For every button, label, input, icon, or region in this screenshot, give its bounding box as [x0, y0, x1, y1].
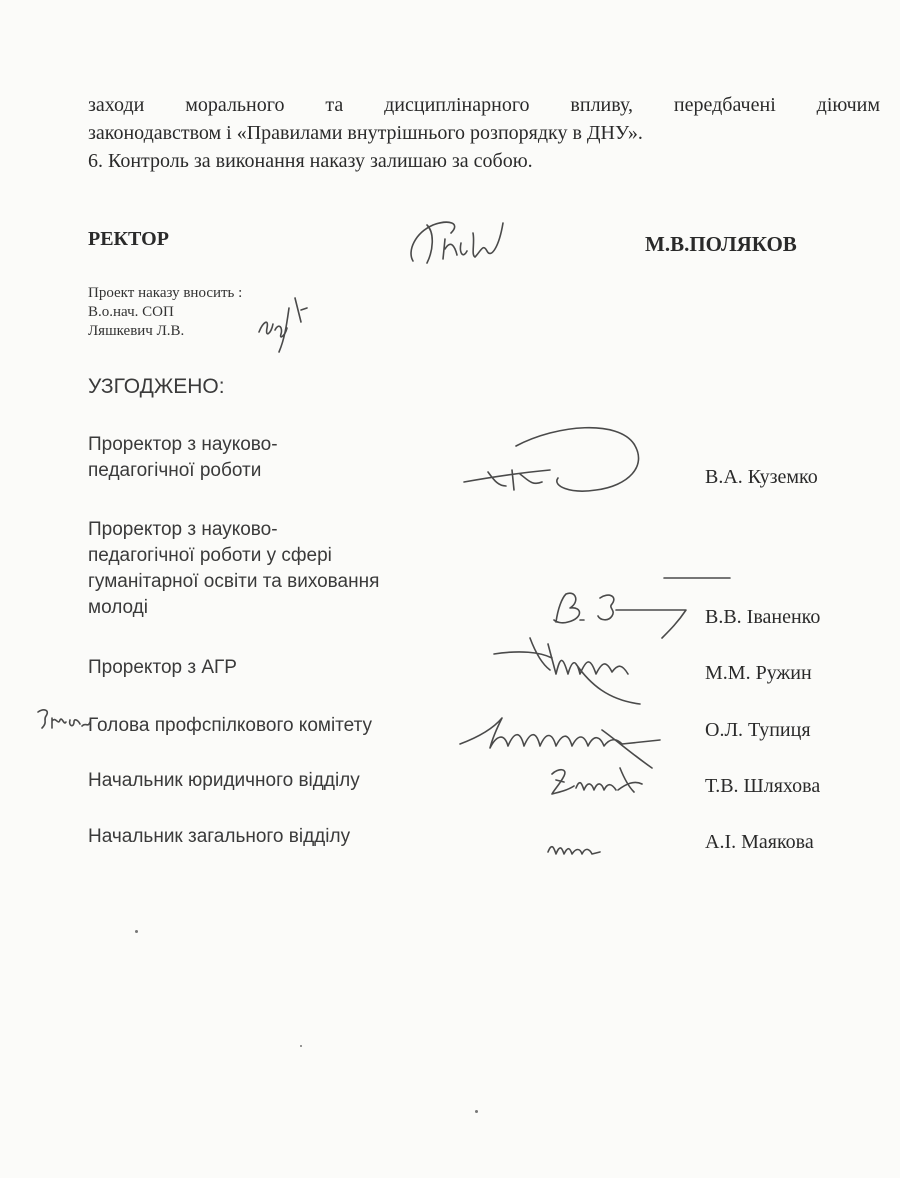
approval-5-name: Т.В. Шляхова	[705, 775, 821, 797]
approval-2-position	[88, 517, 379, 621]
approval-1-position	[88, 432, 278, 484]
body-paragraph-line-1: заходи морального та дисциплінарного впливу, передбачені діючим	[88, 94, 880, 116]
approval-4-position	[88, 715, 372, 737]
approval-2-position-line-2: педагогічної роботи у сфері	[88, 545, 332, 566]
approval-3-signature	[490, 624, 660, 704]
proposer-line-2: В.о.нач. СОП	[88, 304, 174, 320]
approval-6-signature	[544, 832, 604, 860]
rector-signature	[405, 203, 530, 271]
approval-4-position-line-1: Голова профспілкового комітету	[88, 715, 373, 736]
proposer-signature	[255, 288, 317, 358]
proposer-line-3: Ляшкевич Л.В.	[88, 323, 185, 339]
approval-4-name: О.Л. Тупиця	[705, 719, 811, 741]
approval-2-position-line-4: молоді	[88, 597, 148, 618]
proposer-line-1: Проект наказу вносить :	[88, 285, 243, 301]
item-6-text: 6. Контроль за виконання наказу залишаю за собою.	[88, 150, 533, 172]
rector-title: РЕКТОР	[88, 228, 169, 250]
approval-4-signature	[456, 700, 676, 770]
approval-6-name: А.І. Маякова	[705, 831, 814, 853]
approval-3-name: М.М. Ружин	[705, 662, 812, 684]
approval-5-position-line-1: Начальник юридичного відділу	[88, 770, 360, 791]
approval-2-name: В.В. Іваненко	[705, 606, 821, 628]
approved-heading: УЗГОДЖЕНО:	[88, 375, 225, 398]
scan-speck	[300, 1045, 302, 1047]
approval-1-name: В.А. Куземко	[705, 466, 818, 488]
approval-1-position-line-1: Проректор з науково-	[88, 434, 278, 455]
approval-2-position-line-1: Проректор з науково-	[88, 519, 278, 540]
scan-speck	[135, 930, 138, 933]
approval-6-position	[88, 826, 350, 848]
rector-name: М.В.ПОЛЯКОВ	[645, 232, 797, 256]
scan-speck	[475, 1110, 478, 1113]
approval-3-position-line-1: Проректор з АГР	[88, 657, 237, 678]
body-paragraph-line-2: законодавством і «Правилами внутрішнього розпорядку в ДНУ».	[88, 122, 643, 144]
approval-1-signature	[458, 420, 650, 498]
approval-5-signature	[546, 762, 656, 802]
approval-2-position-line-3: гуманітарної освіти та виховання	[88, 571, 380, 592]
approval-5-position	[88, 770, 360, 792]
approval-1-position-line-2: педагогічної роботи	[88, 460, 262, 481]
approval-6-position-line-1: Начальник загального відділу	[88, 826, 351, 847]
approval-3-position	[88, 657, 237, 679]
margin-note-handwriting	[34, 704, 92, 736]
